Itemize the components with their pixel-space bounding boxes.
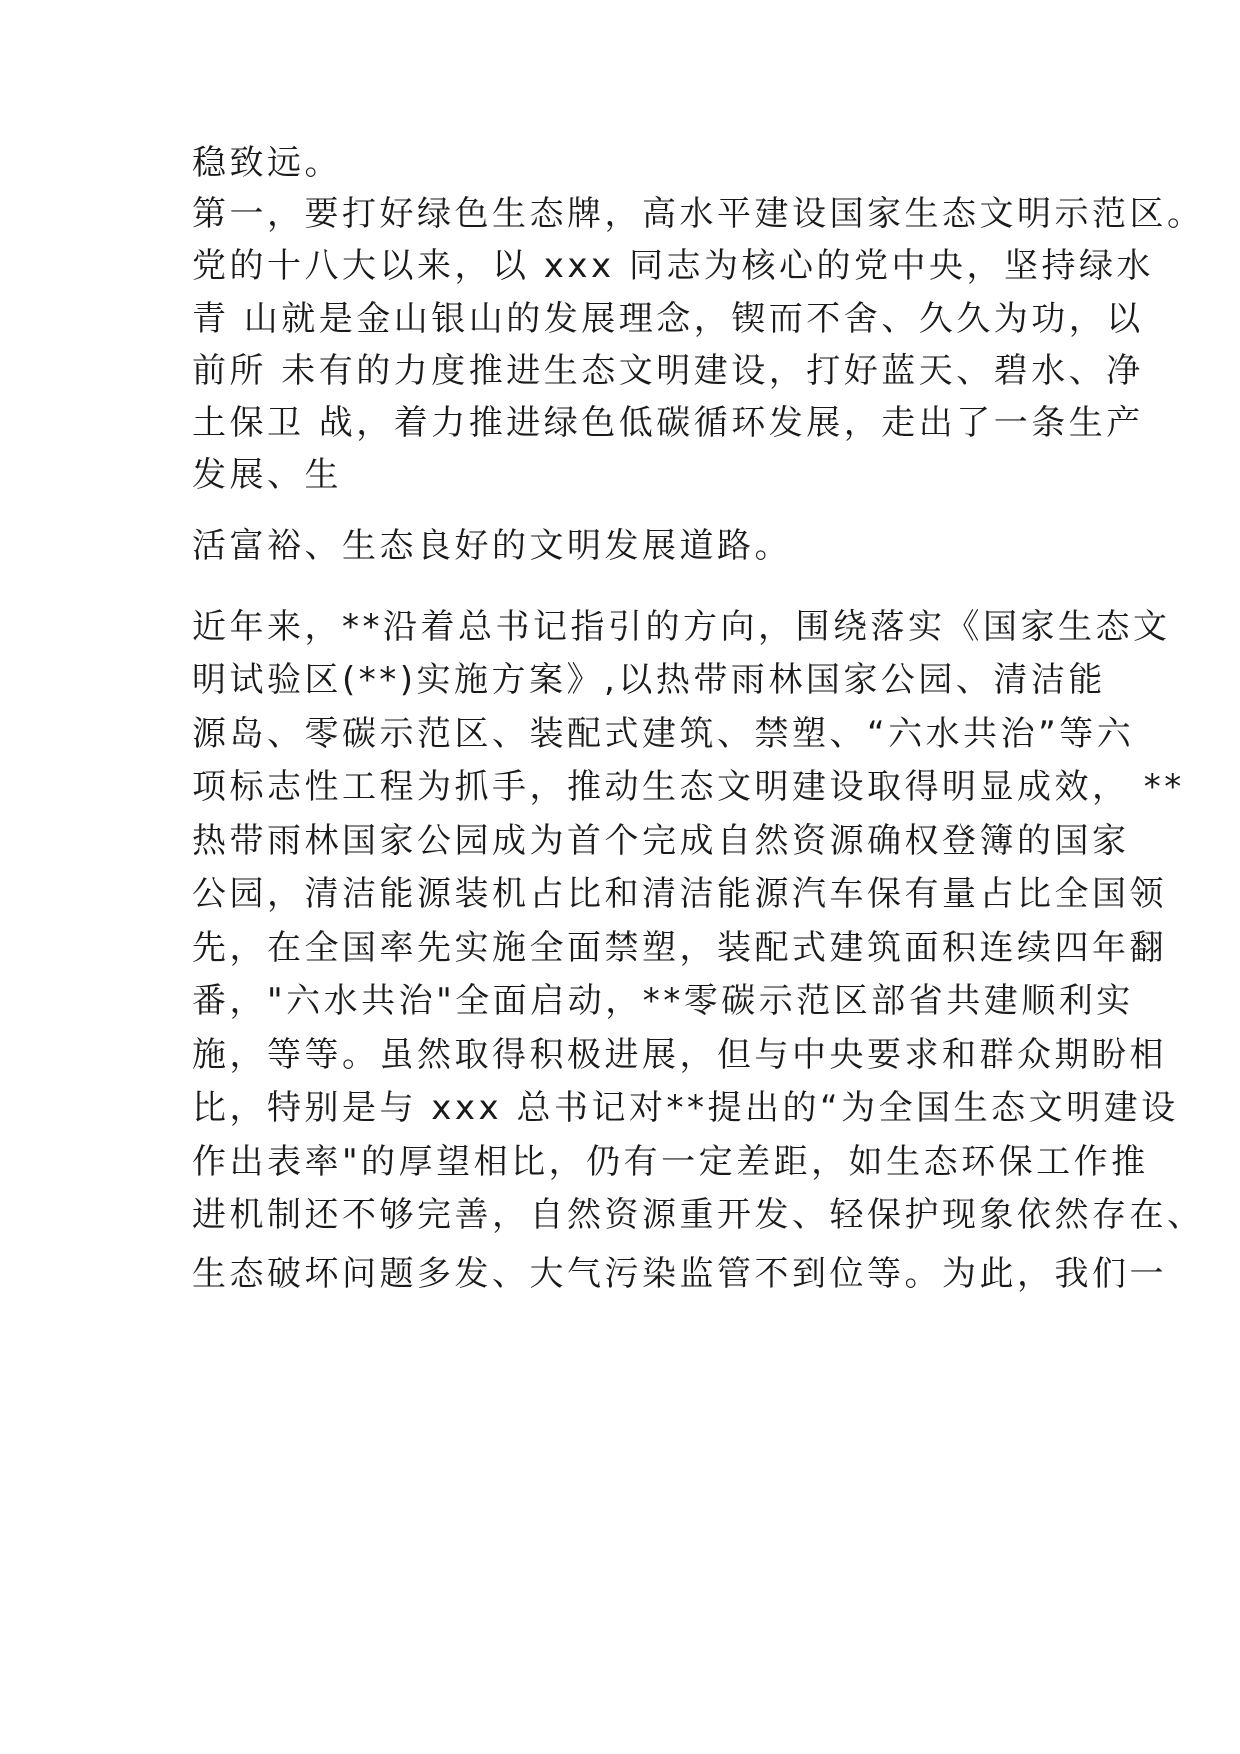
text-line: 土保卫 战，着力推进绿色低碳循环发展，走出了一条生产 [192, 403, 1144, 443]
text-line: 番，"六水共治"全面启动，**零碳示范区部省共建顺利实 [192, 981, 1134, 1021]
text-line: 施，等等。虽然取得积极进展，但与中央要求和群众期盼相 [192, 1035, 1167, 1075]
text-line: 公园，清洁能源装机占比和清洁能源汽车保有量占比全国领 [192, 874, 1167, 914]
text-line: 近年来，**沿着总书记指引的方向，围绕落实《国家生态文 [192, 607, 1171, 647]
text-line: 前所 未有的力度推进生态文明建设，打好蓝天、碧水、净 [192, 351, 1144, 391]
text-line: 明试验区(**)实施方案》,以热带雨林国家公园、清洁能 [192, 660, 1106, 700]
text-line: 进机制还不够完善，自然资源重开发、轻保护现象依然存在、 [192, 1195, 1205, 1235]
text-line: 项标志性工程为抓手，推动生态文明建设取得明显成效， ** [192, 767, 1185, 807]
text-line: 生态破坏问题多发、大气污染监管不到位等。为此，我们一 [192, 1254, 1167, 1294]
text-line: 青 山就是金山银山的发展理念，锲而不舍、久久为功，以 [192, 299, 1144, 339]
text-line: 先，在全国率先实施全面禁塑，装配式建筑面积连续四年翻 [192, 928, 1167, 968]
text-line: 比，特别是与 xxx 总书记对**提出的“为全国生态文明建设 [192, 1088, 1179, 1128]
text-line: 源岛、零碳示范区、装配式建筑、禁塑、“六水共治”等六 [192, 714, 1135, 754]
text-line: 作出表率"的厚望相比，仍有一定差距，如生态环保工作推 [192, 1142, 1149, 1182]
text-line: 党的十八大以来，以 xxx 同志为核心的党中央，坚持绿水 [192, 246, 1154, 286]
section-heading: 第一，要打好绿色生态牌，高水平建设国家生态文明示范区。 [192, 194, 1205, 234]
text-line: 稳致远。 [192, 143, 342, 183]
text-line: 活富裕、生态良好的文明发展道路。 [192, 526, 792, 566]
text-line: 发展、生 [192, 455, 342, 495]
text-line: 热带雨林国家公园成为首个完成自然资源确权登簿的国家 [192, 821, 1130, 861]
